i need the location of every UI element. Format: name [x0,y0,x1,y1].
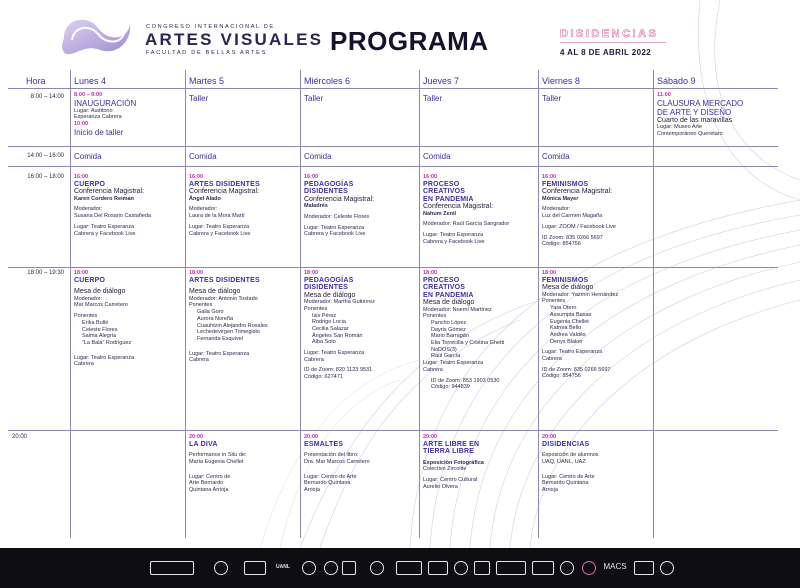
event-speaker: Maladrés [304,203,328,210]
congress-logo-mark [58,10,136,66]
event-location: Arte Bernardo [189,480,224,487]
event-speaker: Mónica Mayer [542,195,579,202]
event-theme: DISIDENCIAS [560,28,659,40]
event-location: Lugar: Museo Arte [657,124,702,131]
event-speaker: Karen Cordero Reiman [74,195,134,202]
event-time: 18:00 [423,270,438,276]
event-subtitle: Exposición de alumnos [542,452,599,459]
faculty-name: FACULTAD DE BELLAS ARTES [146,50,268,56]
column-header-viernes: Viernes 8 [542,76,580,86]
ponentes-label: Ponentes [304,305,328,312]
event-location: Lugar: Teatro Esperanza [423,360,484,367]
column-header-sabado: Sábado 9 [657,76,696,86]
sponsor-logo-icon [396,561,422,575]
ponente: Lechedevirgen Trimegisto [197,329,260,336]
event-esmaltes [304,434,416,494]
event-time: 11:00 [657,92,671,98]
sponsor-logo-icon [560,561,574,575]
grid-line [653,70,654,538]
ponente: Raúl García [431,353,461,360]
ponente: Pancho López [431,319,467,326]
event-moderator: Moderador: Celeste Flores [304,213,370,220]
column-header-martes: Martes 5 [189,76,225,86]
event-title: ARTES DISIDENTES [189,180,260,188]
event-location: Bernardo Quintana [304,480,351,487]
ponente: Rodrigo Locia [312,319,346,326]
event-title: EN PANDEMIA [423,291,474,299]
event-location: Arrioja [304,486,320,493]
event-person: María Eugenia Chellet [189,458,244,465]
sponsor-footer [0,548,800,588]
ponente: Denys Blaker [550,338,583,345]
event-location: Lugar: Centro de Arte [304,473,357,480]
event-type: Mesa de diálogo [189,288,241,296]
event-type: Conferencia Magistral: [74,188,145,196]
event-location: Lugar: Teatro Esperanza [423,231,484,238]
event-time: 16:00 [189,174,204,180]
zoom-id: ID Zoom: 835 0266 5697 [542,234,603,241]
event-taller: Taller [542,94,562,103]
event-location: Lugar: Auditorio [74,107,113,114]
sponsor-logo-macs: MACS [603,562,627,571]
event-clausura [657,92,777,138]
sponsor-logo-icon [302,561,316,575]
event-location: Cabrera y Facebook Live [423,238,485,245]
event-subtitle: Presentación del libro: [304,452,359,459]
event-title: LA DIVA [189,440,218,448]
event-location: Contemporáneo Querétaro [657,131,723,137]
event-title: PROCESO [423,276,460,284]
event-time: 18:00 [304,270,319,276]
sponsor-logo-icon [454,561,468,575]
sponsor-logo-icon [496,561,526,575]
event-moderator: Moderador: Raúl García Sangrador [423,221,510,228]
event-comida: Comida [189,152,217,161]
ponente: Dayris Gómez [431,326,466,333]
event-moderator: Laura de la Mora Martí [189,213,245,220]
event-time: 20:00 [423,434,438,440]
event-moderator-label: Moderador: [542,206,571,213]
event-location: Lugar: Teatro Esperanza [304,350,365,357]
theme-underline [560,42,666,43]
event-title: CLAUSURA MERCADO [657,98,744,108]
zoom-id: ID de Zoom: 853 1903 0530 [431,377,500,384]
event-type: Conferencia Magistral: [542,188,613,196]
event-location: Lugar: Teatro Esperanza [542,349,603,356]
event-moderator: Moderador: Martha Gutiérrez [304,299,375,306]
congress-title: ARTES VISUALES [145,30,324,49]
event-title: PROCESO [423,180,460,188]
event-time: 16:00 [423,174,438,180]
event-speaker: Ángel Alado [189,195,221,202]
sponsor-logo-icon [474,561,490,575]
ponente: Yara Otero [550,305,577,312]
ponentes-label: Ponentes [423,313,447,320]
event-title: DISIDENTES [304,188,349,196]
zoom-id: ID de Zoom: 820 1123 9531 [304,367,373,374]
event-title: CREATIVOS [423,188,466,196]
event-time: 8:00 – 9:00 [74,92,103,98]
grid-line [185,70,186,538]
event-comida: Comida [423,152,451,161]
event-person: UAQ, UANL, UAZ [542,458,586,465]
event-type: Mesa de diálogo [423,298,475,306]
event-title: ESMALTES [304,440,344,448]
event-location: Cabrera y Facebook Live [304,231,366,238]
event-location: Lugar: ZOOM / Facebook Live [542,223,616,230]
event-taller: Taller [304,94,324,103]
grid-line [8,430,778,431]
event-title: FEMINISMOS [542,180,589,188]
ponentes-label: Ponentes [542,298,566,305]
sponsor-logo-icon [342,561,356,575]
event-mesa-miercoles [304,270,416,381]
event-conferencia-martes [189,174,297,237]
sponsor-logo-icon [660,561,674,575]
zoom-code: Código: 944839 [431,384,470,391]
event-time: 10:00 [74,121,89,128]
event-location: Arrioja [542,486,558,493]
event-mesa-viernes [542,270,650,380]
event-comida: Comida [542,152,570,161]
event-title: DE ARTE Y DISEÑO [657,107,732,117]
event-person: Colectivo Zircolite [423,466,467,473]
event-moderator-label: Moderador: [74,295,103,302]
event-title: PEDAGOGÍAS [304,180,354,188]
event-location: Cabrera y Facebook Live [74,230,136,237]
column-header-lunes: Lunes 4 [74,76,107,86]
event-title: CREATIVOS [423,284,466,292]
event-inauguracion [74,92,182,137]
grid-line [300,70,301,538]
sponsor-logo-icon [634,561,654,575]
event-title: INAUGURACIÓN [74,98,137,108]
event-type: Conferencia Magistral: [423,202,494,210]
event-location: Lugar: Teatro Esperanza [74,223,135,230]
event-speaker: Nahum Zenil [423,210,457,217]
event-subtitle: Performance in Situ de: [189,452,247,459]
grid-line [538,70,539,538]
event-time: 16:00 [74,174,89,180]
event-title: ARTES DISIDENTES [189,276,260,284]
event-taller: Taller [189,94,209,103]
sponsor-logo-icon [370,561,384,575]
event-location: Lugar: Centro de Arte [542,473,595,480]
ponente: Cecilia Salazar [312,325,349,332]
event-time: 20:00 [542,434,557,440]
sponsor-logo-icon [582,561,596,575]
event-moderator: Moderador: Yazmín Hernández [542,291,619,298]
ponente: Elia Torrecilla y Cristina Ghetti [431,340,505,347]
time-slot: 14:00 – 16:00 [27,153,64,159]
event-conferencia-miercoles [304,174,416,238]
zoom-code: Código: 854756 [542,241,581,248]
sponsor-logo-icon [532,561,554,575]
event-location: Quintana Arrioja [189,486,229,493]
sponsor-logo-icon [244,561,266,575]
event-type: Conferencia Magistral: [304,195,375,203]
sponsor-logo-uanl: UANL [276,564,290,570]
ponente: Galia Goro [197,309,224,316]
sponsor-logo-icon [214,561,228,575]
sponsor-logo-icon [428,561,448,575]
time-slot: 16:00 – 18:00 [27,174,64,180]
schedule-grid [8,70,778,540]
event-moderator-label: Moderador: [189,206,218,213]
event-title: Inicio de taller [74,127,124,137]
ponente: NoDOS(3) [431,346,457,353]
time-slot: 18:00 – 19:30 [27,270,64,276]
event-title: CUERPO [74,180,106,188]
grid-line [8,88,778,89]
ponente: Isis Pérez [312,312,337,319]
ponentes-label: Ponentes [74,313,98,320]
event-location: Bernardo Quintana [542,480,589,487]
event-time: 18:00 [74,270,89,276]
event-arte-libre [423,434,535,490]
ponente: Ángeles San Román [312,332,363,339]
zoom-code: Código: 854756 [542,373,581,380]
event-mesa-lunes [74,270,182,368]
event-location: Cabrera [189,357,209,364]
event-location: Cabrera [423,366,443,373]
zoom-id: ID de Zoom: 835 0266 5697 [542,366,611,373]
column-header-hora: Hora [26,76,46,86]
grid-line [70,70,71,538]
event-dates: 4 AL 8 DE ABRIL 2022 [560,48,652,57]
event-time: 18:00 [189,270,204,276]
event-comida: Comida [74,152,102,161]
event-title: EN PANDEMIA [423,195,474,203]
ponente: Andrea Valdés [550,331,586,338]
event-location: Cabrera y Facebook Live [189,230,251,237]
event-person: Dra. Mar Marcos Carretero [304,458,370,465]
ponente: Alba Soto [312,339,336,346]
ponente: Assumpta Basas [550,311,592,318]
sponsor-logo-icon [150,561,194,575]
ponentes-label: Ponentes [189,302,213,309]
event-type: Mesa de diálogo [304,291,356,299]
event-conferencia-viernes [542,174,650,248]
event-location: Lugar: Teatro Esperanza [304,224,365,231]
ponente: Celeste Flores [82,326,118,333]
event-time: 16:00 [304,174,319,180]
event-conferencia-jueves [423,174,535,245]
ponente: Aurora Noreña [197,315,234,322]
event-title: CUERPO [74,276,106,284]
page-title: PROGRAMA [330,26,489,56]
event-title: TIERRA LIBRE [423,448,475,456]
grid-line [419,70,420,538]
ponente: Salma Alegría [82,333,117,340]
ponente: Eugenia Chellet [550,318,589,325]
ponente: Fernanda Esquivel [197,335,243,342]
event-moderator: Moderador: Antonio Tostado [189,295,258,302]
event-subtitle: Cuarto de las maravillas [657,116,733,124]
event-title: FEMINISMOS [542,276,589,284]
event-location: Lugar: Centro Cultural [423,476,478,483]
ponente: Cuauhtzin Alejandro Rosales [197,322,268,329]
event-mesa-jueves [423,270,535,391]
event-location: Cabrera [74,361,94,368]
sponsor-logo-icon [324,561,338,575]
event-comida: Comida [304,152,332,161]
event-subtitle: Exposición Fotográfica [423,459,484,466]
event-time: 20:00 [304,434,319,440]
event-mesa-martes [189,270,299,364]
event-disidencias-expo [542,434,650,494]
ponente: Erika Bullé [82,319,109,326]
event-title: PEDAGOGÍAS [304,276,354,284]
event-location: Cabrera [542,356,562,363]
event-la-diva [189,434,297,494]
event-title: DISIDENCIAS [542,440,590,448]
event-moderator: Luz del Carmen Magaña [542,213,603,220]
event-moderator-label: Moderador: [74,206,103,213]
event-type: Mesa de diálogo [74,288,126,296]
event-location: Aurelio Olvera [423,483,458,490]
time-slot: 20:00 [12,434,28,440]
grid-line [8,267,778,268]
event-moderator: Mar Marcos Carretero [74,302,128,309]
event-moderator: Moderador: Noemí Martínez [423,306,492,313]
column-header-jueves: Jueves 7 [423,76,460,86]
event-title: DISIDENTES [304,284,349,292]
event-title: ARTE LIBRE EN [423,440,480,448]
ponente: “La Bala” Rodríguez [82,339,132,346]
event-time: 18:00 [542,270,557,276]
event-location: Lugar: Teatro Esperanza [189,350,250,357]
event-taller: Taller [423,94,443,103]
event-location: Lugar: Teatro Esperanza [74,354,135,361]
column-header-miercoles: Miércoles 6 [304,76,351,86]
grid-line [8,166,778,167]
event-location: Cabrera [304,356,324,363]
congress-subtitle: CONGRESO INTERNACIONAL DE [146,24,275,30]
ponente: Katnira Bello [550,325,582,332]
event-conferencia-lunes [74,174,182,237]
event-moderator: Susana Del Rosario Castañeda [74,213,152,220]
event-time: 16:00 [542,174,557,180]
grid-line [8,146,778,147]
event-time: 20:00 [189,434,204,440]
event-type: Mesa de diálogo [542,284,594,292]
time-slot: 8:00 – 14:00 [30,94,64,100]
zoom-code: Código: 627471 [304,374,343,381]
event-location: Lugar: Centro de [189,473,231,480]
event-location: Esperanza Cabrera [74,114,122,121]
event-type: Conferencia Magistral: [189,188,260,196]
event-location: Lugar: Teatro Esperanza [189,223,250,230]
ponente: Mario Barragán [431,333,469,340]
